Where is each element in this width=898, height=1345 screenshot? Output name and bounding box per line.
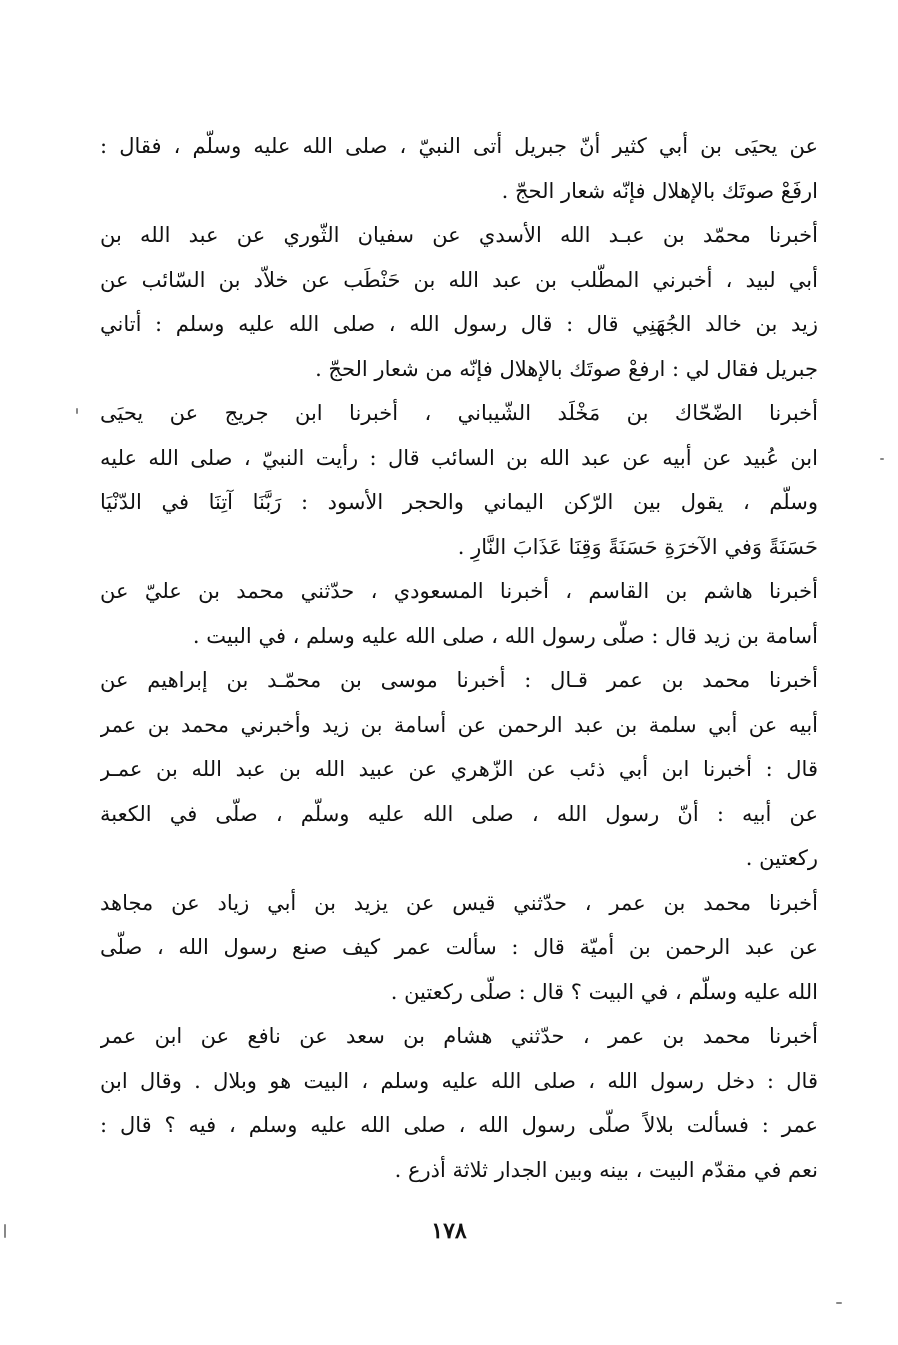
text-line: عمر : فسألت بلالاً صلّى رسول الله ، صلى الله عليه وسلم ، فيه ؟ قال :	[100, 1113, 818, 1137]
paragraph-7	[100, 1014, 818, 1192]
scan-speck	[880, 458, 884, 460]
paragraph-2	[100, 213, 818, 391]
page-number: ١٧٨	[431, 1218, 467, 1244]
text-line: الله عليه وسلّم ، في البيت ؟ قال : صلّى ركعتين .	[390, 979, 818, 1004]
text-line: حَسَنَةً وَفي الآخرَةِ حَسَنَةً وَقِنَا عَذَابَ النَّارِ .	[457, 534, 818, 559]
text-line: أسامة بن زيد قال : صلّى رسول الله ، صلى الله عليه وسلم ، في البيت .	[192, 623, 818, 648]
text-line: أخبرنا هاشم بن القاسم ، أخبرنا المسعودي ، حدّثني محمد بن عليّ عن	[100, 579, 818, 603]
text-line: أخبرنا الضّحّاك بن مَخْلَد الشّيباني ، أخبرنا ابن جريج عن يحيَى	[100, 401, 818, 425]
scan-speck	[4, 1224, 6, 1238]
text-line: عن عبد الرحمن بن أميّة قال : سألت عمر كيف صنع رسول الله ، صلّى	[100, 935, 818, 959]
text-line: عن أبيه : أنّ رسول الله ، صلى الله عليه وسلّم ، صلّى في الكعبة	[100, 801, 818, 826]
text-line: قال : دخل رسول الله ، صلى الله عليه وسلم ، البيت هو وبلال . وقال ابن	[100, 1068, 818, 1093]
text-line: وسلّم ، يقول بين الرّكن اليماني والحجر الأسود : رَبَّنَا آتِنَا في الدّنْيَا	[100, 490, 818, 514]
text-line: أخبرنا محمد بن عمر قـال : أخبرنا موسى بن محمّـد بن إبراهيم عن	[100, 668, 818, 692]
paragraph-4	[100, 569, 818, 658]
scan-speck	[836, 1302, 842, 1304]
body-text	[100, 124, 818, 1192]
text-line: ارفَعْ صوتَك بالإهلال فإنّه شعار الحجّ .	[501, 178, 818, 203]
text-line: زيد بن خالد الجُهَنِي قال : قال رسول الله ، صلى الله عليه وسلم : أتاني	[100, 312, 818, 336]
text-line: أخبرنا محمد بن عمر ، حدّثني هشام بن سعد عن نافع عن ابن عمر	[100, 1024, 818, 1048]
scan-speck	[76, 408, 78, 414]
text-line: أبيه عن أبي سلمة بن عبد الرحمن عن أسامة بن زيد وأخبرني محمد بن عمر	[100, 712, 818, 737]
text-line: قال : أخبرنا ابن أبي ذئب عن الزّهري عن عبيد الله بن عبد الله بن عمـر	[100, 757, 818, 781]
text-line: أخبرنا محمّد بن عبـد الله الأسدي عن سفيان الثّوري عن عبد الله بن	[100, 223, 818, 247]
paragraph-6	[100, 881, 818, 1015]
paragraph-1	[100, 124, 818, 213]
text-line: أبي لبيد ، أخبرني المطّلب بن عبد الله بن حَنْطَب عن خلاّد بن السّائب عن	[100, 267, 818, 292]
text-line: جبريل فقال لي : ارفعْ صوتَك بالإهلال فإنّه من شعار الحجّ .	[315, 356, 818, 381]
text-line: أخبرنا محمد بن عمر ، حدّثني قيس عن يزيد بن أبي زياد عن مجاهد	[100, 890, 818, 915]
text-line: عن يحيَى بن أبي كثير أنّ جبريل أتى النبيّ ، صلى الله عليه وسلّم ، فقال :	[100, 134, 818, 158]
text-line: نعم في مقدّم البيت ، بينه وبين الجدار ثلاثة أذرع .	[394, 1157, 818, 1182]
text-line: ركعتين .	[745, 846, 818, 870]
paragraph-5	[100, 658, 818, 881]
paragraph-3	[100, 391, 818, 569]
text-line: ابن عُبيد عن أبيه عن عبد الله بن السائب قال : رأيت النبيّ ، صلى الله عليه	[100, 445, 818, 470]
